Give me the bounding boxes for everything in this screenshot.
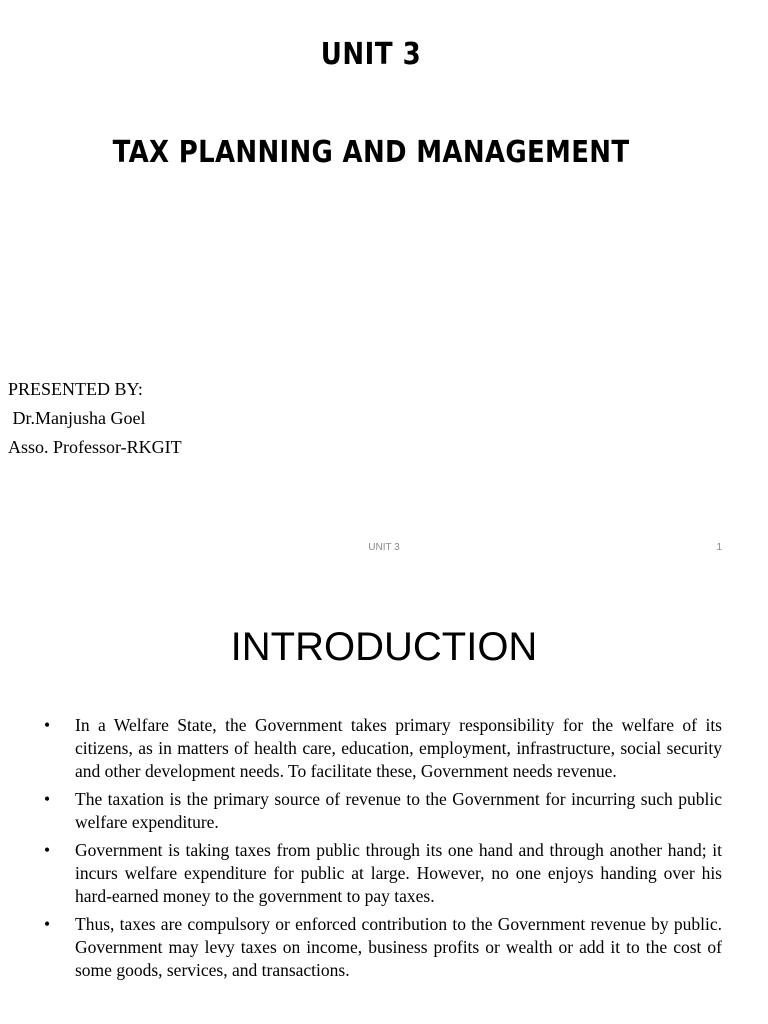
list-item	[42, 714, 722, 783]
bullet-icon: •	[44, 715, 51, 735]
bullet-text: In a Welfare State, the Government takes primary responsibility for the welfare of its citizens, as in matters of health care, education, employment, infrastructure, social security and other development needs. To facilitate these, Government needs revenue.	[75, 715, 722, 781]
bullet-text: Thus, taxes are compulsory or enforced contribution to the Government revenue by public. Government may levy taxes on income, business profits or wealth or add it to the cost of some goods, services, and transactions.	[75, 914, 722, 980]
list-item	[42, 839, 722, 908]
presenter-name: Dr.Manjusha Goel	[8, 408, 146, 428]
bullet-icon: •	[44, 789, 51, 809]
presenter-label: PRESENTED BY:	[8, 379, 143, 399]
slide-page-number: 1	[716, 542, 722, 553]
bullet-text: The taxation is the primary source of revenue to the Government for incurring such public welfare expenditure.	[75, 789, 722, 832]
unit-title: UNIT 3	[320, 37, 422, 73]
list-item	[42, 913, 722, 982]
presenter-block	[8, 375, 182, 462]
introduction-heading: INTRODUCTION	[230, 625, 538, 669]
bullet-icon: •	[44, 840, 51, 860]
main-title: TAX PLANNING AND MANAGEMENT	[112, 135, 630, 171]
bullet-text: Government is taking taxes from public through its one hand and through another hand; it incurs welfare expenditure for public at large. However, no one enjoys handing over his hard-earned money to the government to pay taxes.	[75, 840, 722, 906]
bullet-icon: •	[44, 914, 51, 934]
list-item	[42, 788, 722, 834]
slide-footer-text: UNIT 3	[368, 542, 400, 553]
presenter-designation: Asso. Professor-RKGIT	[8, 437, 182, 457]
slide-introduction	[0, 576, 768, 1024]
bullet-list	[42, 714, 722, 987]
